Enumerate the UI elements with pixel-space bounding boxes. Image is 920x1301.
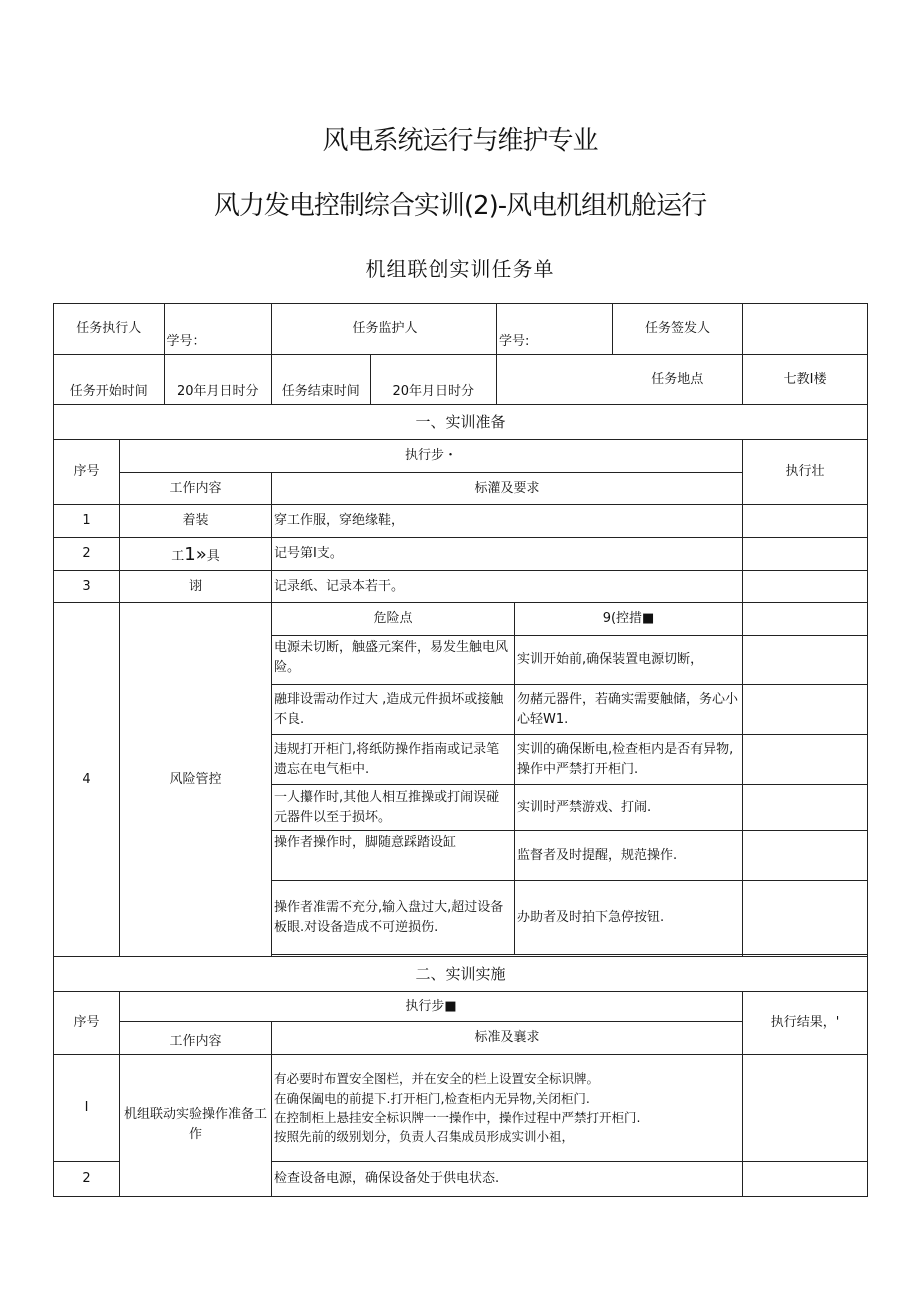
supervisor-student-no[interactable]: 学号: [497, 304, 613, 355]
task-sheet-table [53, 303, 868, 1197]
hazard-text: 融琲设需动作过大 ,造成元件损坏或接触不良. [272, 685, 515, 735]
start-time-cell [54, 355, 271, 404]
seq-header: 序号 [54, 440, 120, 505]
end-time-label: 任务结束时间 [272, 355, 370, 404]
end-time-value[interactable]: 20年月日时分 [392, 383, 475, 399]
table-row [54, 538, 868, 571]
row-standard [272, 1055, 743, 1162]
hazard-text: 违规打开柜门,将纸防操作指南或记录笔遗忘在电气柜中. [272, 735, 515, 785]
table-row [54, 505, 868, 538]
risk-item [272, 785, 743, 831]
document-title: 风电系统运行与维护专业 [322, 126, 598, 156]
row-standard: 记号第I支。 [272, 538, 743, 571]
risk-item [272, 685, 743, 735]
control-text: 勿赭元器件，若确实需要触储，务心小心轻W1. [515, 685, 743, 735]
hazard-header: 危险点 [272, 603, 515, 636]
content-header: 工作内容 [120, 473, 272, 505]
hazard-text: 一人攥作时,其他人相互推操或打闹误碰元器件以至于损坏。 [272, 785, 515, 831]
row-standard: 记录纸、记录本若干。 [272, 571, 743, 603]
issuer-value[interactable] [743, 304, 868, 355]
start-time-label: 任务开始时间 [54, 355, 164, 404]
executor-label: 任务执行人 [54, 304, 164, 354]
control-text: 实训开始前,确保装置电源切断， [515, 636, 743, 685]
risk-result-cell[interactable] [743, 785, 868, 831]
risk-result-column [743, 603, 868, 956]
row-content: 着装 [120, 505, 272, 538]
control-text: 办助者及时拍下急停按钮. [515, 881, 743, 955]
location-value[interactable]: 七教I楼 [743, 355, 868, 405]
supervisor-label: 任务监护人 [352, 321, 418, 337]
control-header: 9(控措■ [515, 603, 743, 636]
issuer-label: 任务签发人 [613, 304, 743, 355]
hazard-text: 电源未切断，触盛元案件，易发生触电风险。 [272, 636, 515, 685]
supervisor-cell [272, 304, 496, 354]
risk-item [272, 735, 743, 785]
step-header: 执行步・ [120, 440, 743, 473]
control-text: 实训时严禁游戏、打闹. [515, 785, 743, 831]
row-content: 诩 [120, 571, 272, 603]
row-content-part: 1» [184, 543, 207, 565]
hazard-text: 操作者准需不充分,输入盘过大,超过设备板眼.对设备造成不可逆损伤. [272, 881, 515, 955]
standard-line: 在控制柜上悬挂安全标识牌一一操作中，操作过程中严禁打开柜门. [274, 1110, 641, 1125]
end-time-cell [272, 355, 496, 404]
standard-line: 按照先前的级别划分，负责人召集成员形成实训小祖， [274, 1129, 575, 1145]
row-result[interactable] [743, 505, 868, 538]
content-header: 工作内容 [120, 1022, 272, 1055]
risk-item [272, 881, 743, 955]
row-content-part: 工 [171, 548, 185, 564]
row-seq: 2 [54, 1162, 120, 1197]
standard-header: 标准及襄求 [272, 1022, 743, 1055]
risk-subtable [272, 603, 743, 956]
table-row [54, 1055, 868, 1162]
row-content-part: 具 [206, 548, 220, 564]
row-result[interactable] [743, 1055, 868, 1162]
result-header: 执行壮 [743, 440, 868, 505]
row-seq: I [54, 1055, 120, 1162]
risk-item [272, 636, 743, 685]
risk-result-cell[interactable] [743, 685, 868, 735]
row-content: 风险管控 [120, 603, 272, 957]
section-preparation-title: 一、实训准备 [54, 405, 868, 440]
result-header: 执行结果，' [743, 992, 868, 1055]
section-implementation-title: 二、实训实施 [54, 957, 868, 992]
seq-header: 序号 [54, 992, 120, 1055]
row-seq: 4 [54, 603, 120, 957]
row-seq: 1 [54, 505, 120, 538]
row-standard: 检查设备电源，确保设备处于供电状态. [272, 1162, 743, 1197]
executor-cell [54, 304, 271, 354]
executor-student-no[interactable]: 学号： [166, 333, 206, 349]
standard-header: 标灌及要求 [272, 473, 743, 505]
row-result[interactable] [743, 538, 868, 571]
table-row [54, 571, 868, 603]
location-label: 任务地点 [613, 355, 743, 405]
risk-result-cell[interactable] [743, 881, 868, 955]
row-result[interactable] [743, 1162, 868, 1197]
standard-line: 有必要时布置安全图栏，并在安全的栏上设置安全标识牌。 [274, 1071, 600, 1087]
row-seq: 2 [54, 538, 120, 571]
risk-result-cell[interactable] [743, 636, 868, 685]
step-header: 执行步■ [120, 992, 743, 1022]
risk-item [272, 831, 743, 881]
row-seq: 3 [54, 571, 120, 603]
course-title: 风力发电控制综合实训(2)-风电机组机舱运行 [213, 191, 707, 221]
risk-result-cell[interactable] [743, 831, 868, 881]
row-content: 机组联动实验操作准备工作 [120, 1055, 272, 1197]
standard-line: 在确保阖电的前提下.打开柜门,检查柜内无异物,关闭柜门. [274, 1090, 590, 1106]
row-content [120, 538, 272, 571]
task-sheet-title: 机组联创实训任务单 [365, 257, 555, 281]
control-text: 监督者及时提醒，规范操作. [515, 831, 743, 881]
risk-result-cell[interactable] [743, 603, 868, 636]
risk-result-cell[interactable] [743, 735, 868, 785]
hazard-text: 操作者操作时，脚随意踩踏设缸 [272, 831, 515, 881]
row-result[interactable] [743, 571, 868, 603]
control-text: 实训的确保断电,检查柜内是否有异物,操作中严禁打开柜门. [515, 735, 743, 785]
row-standard: 穿工作服，穿绝缘鞋， [272, 505, 743, 538]
risk-control-row [54, 603, 868, 957]
start-time-value[interactable]: 20年月日时分 [176, 383, 259, 399]
